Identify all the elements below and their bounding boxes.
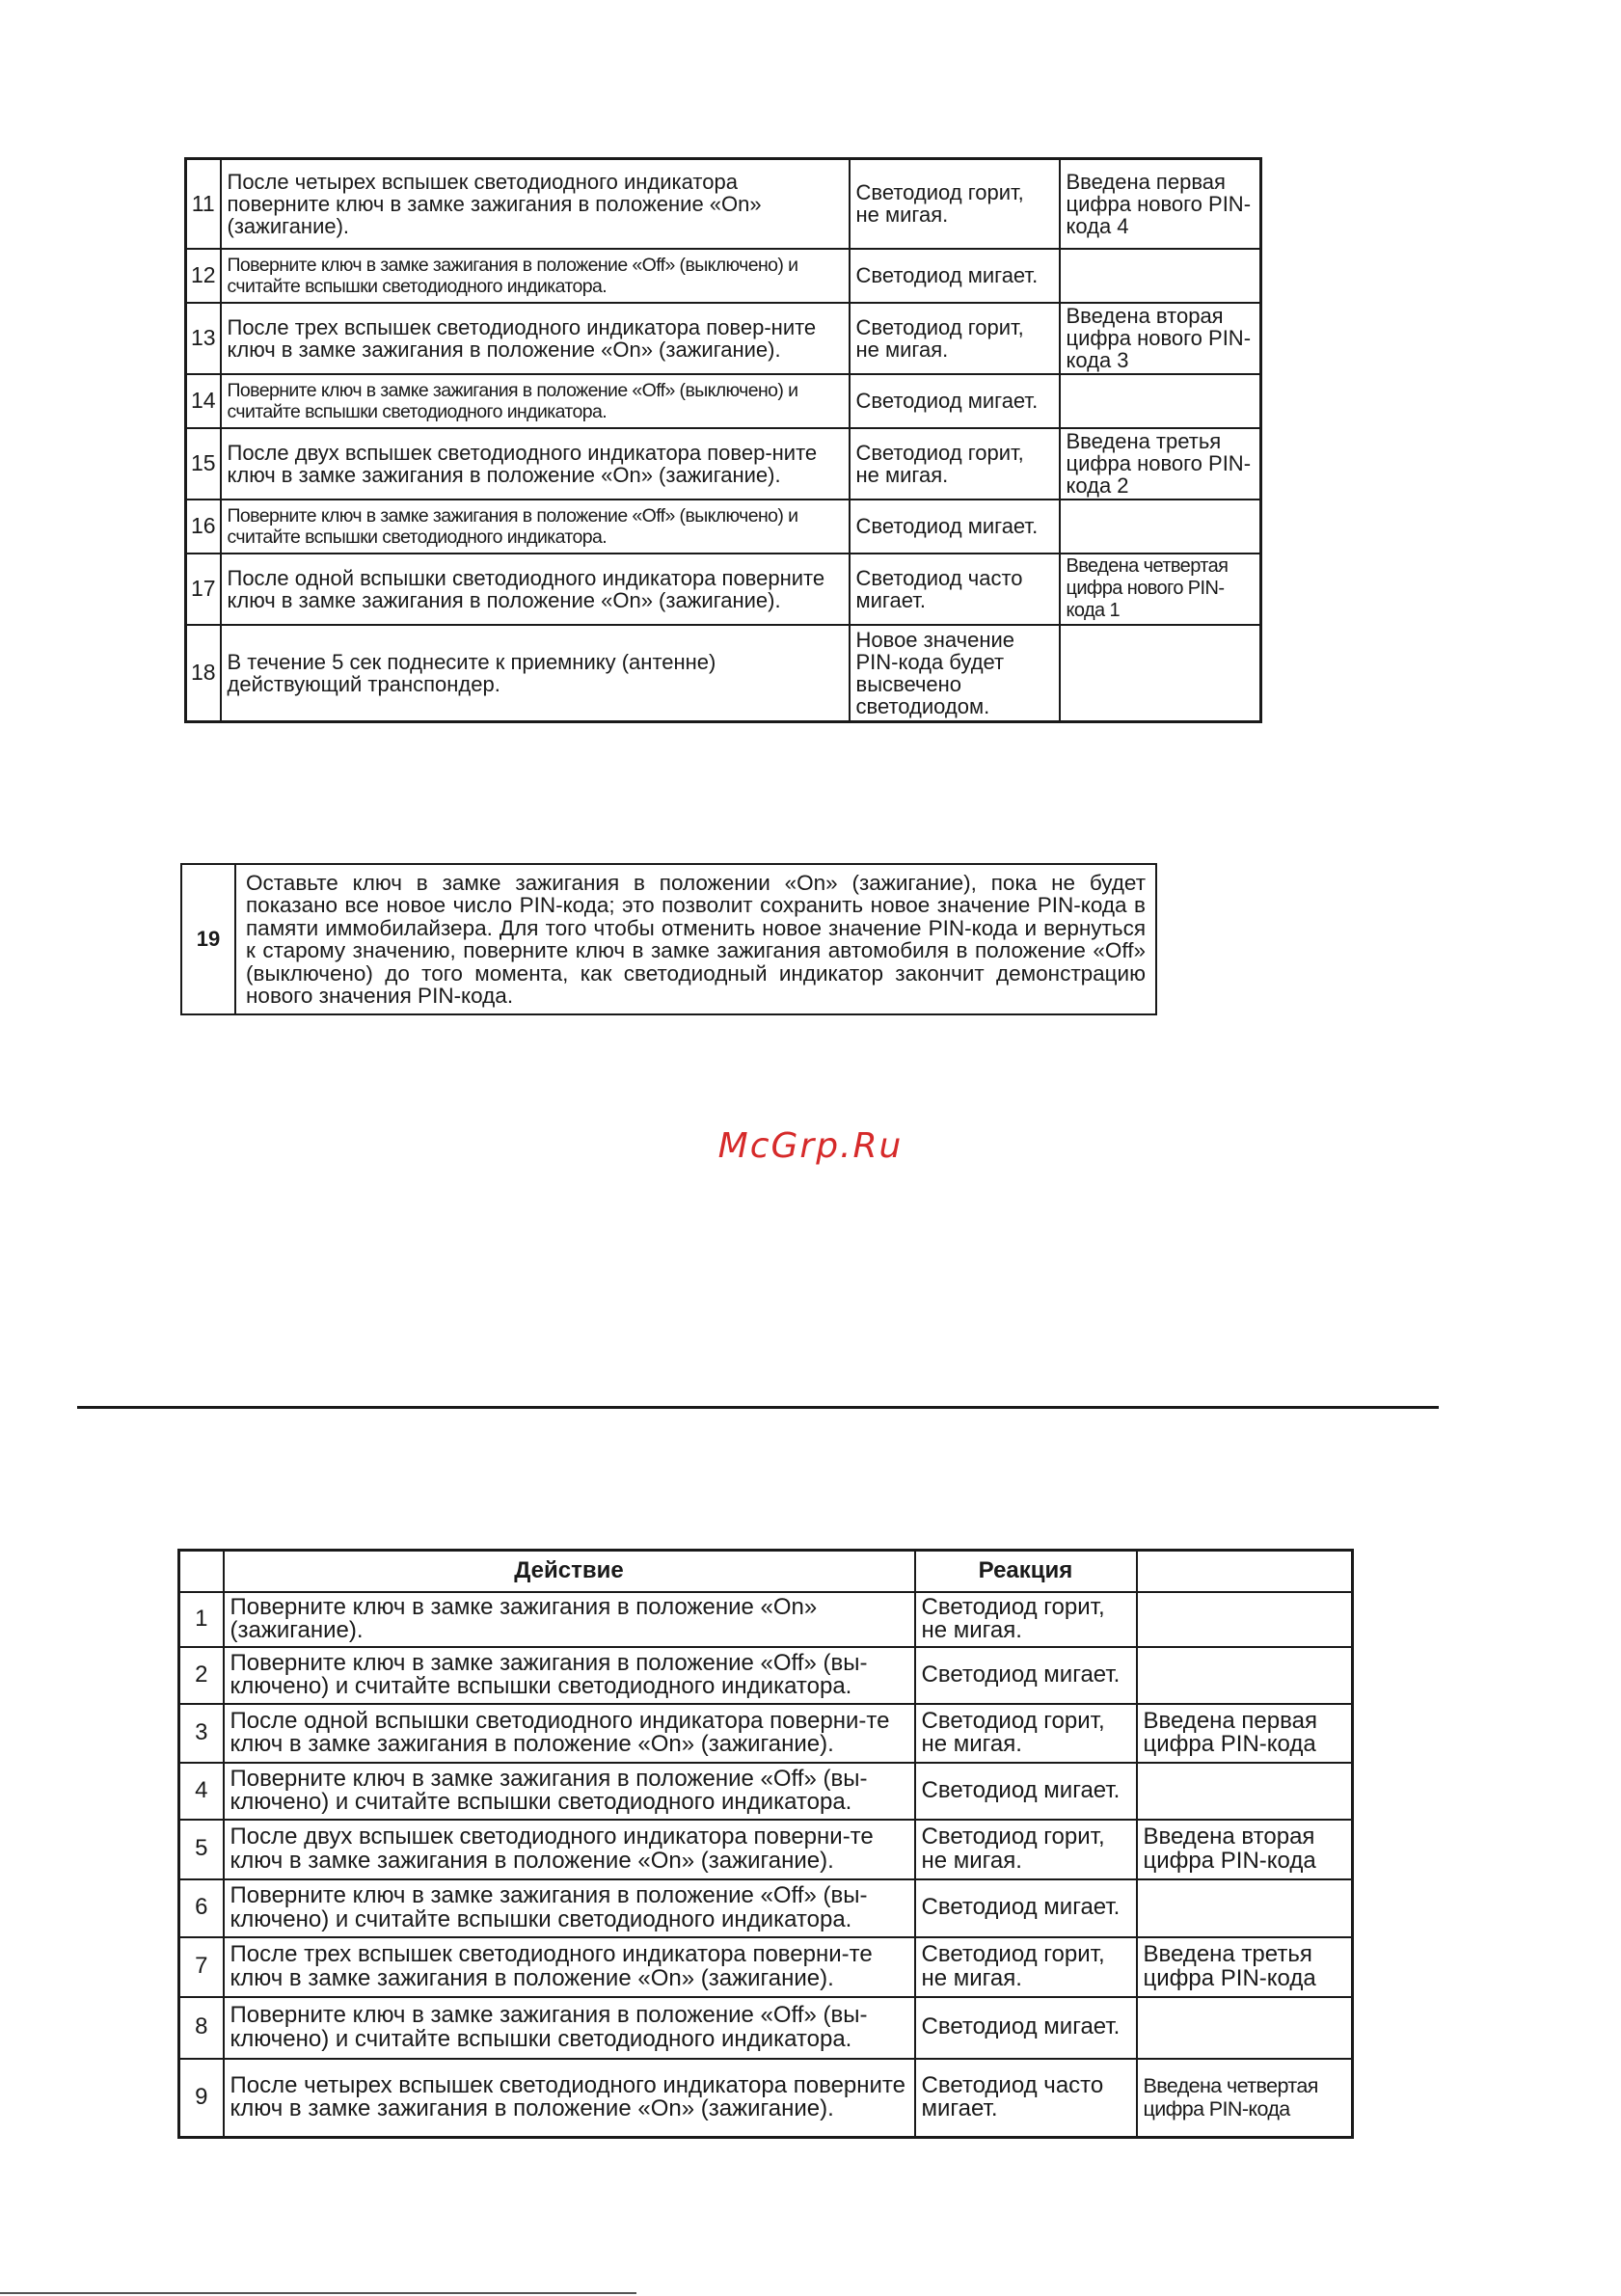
footer-rule (0, 2292, 636, 2294)
step-result: Введена четвертая цифра нового PIN-кода 1 (1060, 554, 1261, 625)
step-reaction: Светодиод горит, не мигая. (915, 1937, 1137, 1997)
pin-change-table-continued (184, 157, 1262, 723)
header-reaction: Реакция (915, 1551, 1137, 1592)
step-result (1137, 1592, 1353, 1647)
step-action: После двух вспышек светодиодного индикатора поверни-те ключ в замке зажигания в положение «On» (зажигание). (224, 1820, 915, 1879)
step-reaction: Светодиод мигает. (915, 1879, 1137, 1937)
step-number: 13 (186, 303, 221, 374)
step-action: После трех вспышек светодиодного индикатора поверни-те ключ в замке зажигания в положение «On» (зажигание). (224, 1937, 915, 1997)
step-number: 7 (179, 1937, 224, 1997)
step-action: Поверните ключ в замке зажигания в положение «Off» (выключено) и считайте вспышки светодиодного индикатора. (221, 249, 850, 303)
step-result: Введена третья цифра нового PIN-кода 2 (1060, 428, 1261, 500)
step-result (1060, 625, 1261, 722)
step-action: Поверните ключ в замке зажигания в положение «On» (зажигание). (224, 1592, 915, 1647)
step-result: Введена вторая цифра нового PIN-кода 3 (1060, 303, 1261, 374)
table-header-row (179, 1551, 1353, 1592)
step-reaction: Светодиод горит, не мигая. (850, 159, 1060, 249)
table-row (186, 159, 1261, 249)
step-result (1060, 374, 1261, 428)
header-result (1137, 1551, 1353, 1592)
step-reaction: Светодиод горит, не мигая. (915, 1592, 1137, 1647)
step-reaction: Светодиод горит, не мигая. (915, 1704, 1137, 1763)
step-number: 12 (186, 249, 221, 303)
watermark: McGrp.Ru (717, 1126, 904, 1166)
step-action: В течение 5 сек поднесите к приемнику (антенне) действующий транспондер. (221, 625, 850, 722)
step-result (1137, 1879, 1353, 1937)
step-result: Введена первая цифра нового PIN-кода 4 (1060, 159, 1261, 249)
step-number: 1 (179, 1592, 224, 1647)
step-number: 11 (186, 159, 221, 249)
header-action: Действие (224, 1551, 915, 1592)
step-action: После одной вспышки светодиодного индикатора поверните ключ в замке зажигания в положение «On» (зажигание). (221, 554, 850, 625)
step-number: 5 (179, 1820, 224, 1879)
step-reaction: Светодиод горит, не мигая. (850, 428, 1060, 500)
step-number: 3 (179, 1704, 224, 1763)
step-action: Поверните ключ в замке зажигания в положение «Off» (вы-ключено) и считайте вспышки светодиодного индикатора. (224, 1647, 915, 1704)
step-number: 14 (186, 374, 221, 428)
step-action: Поверните ключ в замке зажигания в положение «Off» (вы-ключено) и считайте вспышки светодиодного индикатора. (224, 1997, 915, 2059)
table-row (179, 1820, 1353, 1879)
table-row (179, 1763, 1353, 1820)
header-number (179, 1551, 224, 1592)
step-reaction: Светодиод часто мигает. (850, 554, 1060, 625)
step-number: 4 (179, 1763, 224, 1820)
step-result: Введена третья цифра PIN-кода (1137, 1937, 1353, 1997)
table-row (186, 249, 1261, 303)
table-row (179, 1997, 1353, 2059)
table-row (186, 554, 1261, 625)
step-result (1060, 249, 1261, 303)
step-result (1137, 1763, 1353, 1820)
step-action: После четырех вспышек светодиодного индикатора поверните ключ в замке зажигания в положение «On» (зажигание). (221, 159, 850, 249)
step-reaction: Светодиод мигает. (915, 1647, 1137, 1704)
step-result: Введена вторая цифра PIN-кода (1137, 1820, 1353, 1879)
step-reaction: Новое значение PIN-кода будет высвечено светодиодом. (850, 625, 1060, 722)
step-action: После одной вспышки светодиодного индикатора поверни-те ключ в замке зажигания в положение «On» (зажигание). (224, 1704, 915, 1763)
step-number: 8 (179, 1997, 224, 2059)
step-result: Введена первая цифра PIN-кода (1137, 1704, 1353, 1763)
step-action: Поверните ключ в замке зажигания в положение «Off» (вы-ключено) и считайте вспышки светодиодного индикатора. (224, 1879, 915, 1937)
table-row (186, 625, 1261, 722)
step-number: 19 (181, 864, 235, 1014)
step-reaction: Светодиод мигает. (915, 1997, 1137, 2059)
table-row (179, 1937, 1353, 1997)
step-action: После трех вспышек светодиодного индикатора повер-ните ключ в замке зажигания в положение «On» (зажигание). (221, 303, 850, 374)
step-reaction: Светодиод горит, не мигая. (915, 1820, 1137, 1879)
pin-entry-table (177, 1549, 1354, 2139)
table-row (179, 1704, 1353, 1763)
table-row (181, 864, 1156, 1014)
step-number: 9 (179, 2059, 224, 2138)
step-action: После четырех вспышек светодиодного индикатора поверните ключ в замке зажигания в положение «On» (зажигание). (224, 2059, 915, 2138)
table-row (186, 500, 1261, 554)
step-action: После двух вспышек светодиодного индикатора повер-ните ключ в замке зажигания в положение «On» (зажигание). (221, 428, 850, 500)
step-number: 15 (186, 428, 221, 500)
step-reaction: Светодиод горит, не мигая. (850, 303, 1060, 374)
table-row (179, 2059, 1353, 2138)
section-divider (77, 1406, 1439, 1409)
step-action: Поверните ключ в замке зажигания в положение «Off» (выключено) и считайте вспышки светодиодного индикатора. (221, 374, 850, 428)
step-result: Введена четвертая цифра PIN-кода (1137, 2059, 1353, 2138)
step-number: 2 (179, 1647, 224, 1704)
step-result (1137, 1647, 1353, 1704)
table-row (179, 1647, 1353, 1704)
step-result (1137, 1997, 1353, 2059)
step-reaction: Светодиод мигает. (915, 1763, 1137, 1820)
table-row (186, 374, 1261, 428)
step-action: Оставьте ключ в замке зажигания в положении «On» (зажигание), пока не будет показано все новое число PIN-кода; это позволит сохранить новое значение PIN-кода в памяти иммобилайзера. Для того чтобы отменить новое значение PIN-кода и вернуться к старому значению, поверните ключ в замке зажигания автомобиля в положение «Off» (выключено) до того момента, как светодиодный индикатор закончит демонстрацию нового значения PIN-кода. (235, 864, 1156, 1014)
table-row (186, 428, 1261, 500)
step-reaction: Светодиод мигает. (850, 249, 1060, 303)
step-number: 6 (179, 1879, 224, 1937)
step-reaction: Светодиод мигает. (850, 500, 1060, 554)
table-row (186, 303, 1261, 374)
step-reaction: Светодиод мигает. (850, 374, 1060, 428)
step-number: 18 (186, 625, 221, 722)
table-row (179, 1879, 1353, 1937)
step-result (1060, 500, 1261, 554)
step-action: Поверните ключ в замке зажигания в положение «Off» (выключено) и считайте вспышки светодиодного индикатора. (221, 500, 850, 554)
step-action: Поверните ключ в замке зажигания в положение «Off» (вы-ключено) и считайте вспышки светодиодного индикатора. (224, 1763, 915, 1820)
step-number: 16 (186, 500, 221, 554)
step-19-box (180, 863, 1157, 1015)
step-number: 17 (186, 554, 221, 625)
table-row (179, 1592, 1353, 1647)
step-reaction: Светодиод часто мигает. (915, 2059, 1137, 2138)
